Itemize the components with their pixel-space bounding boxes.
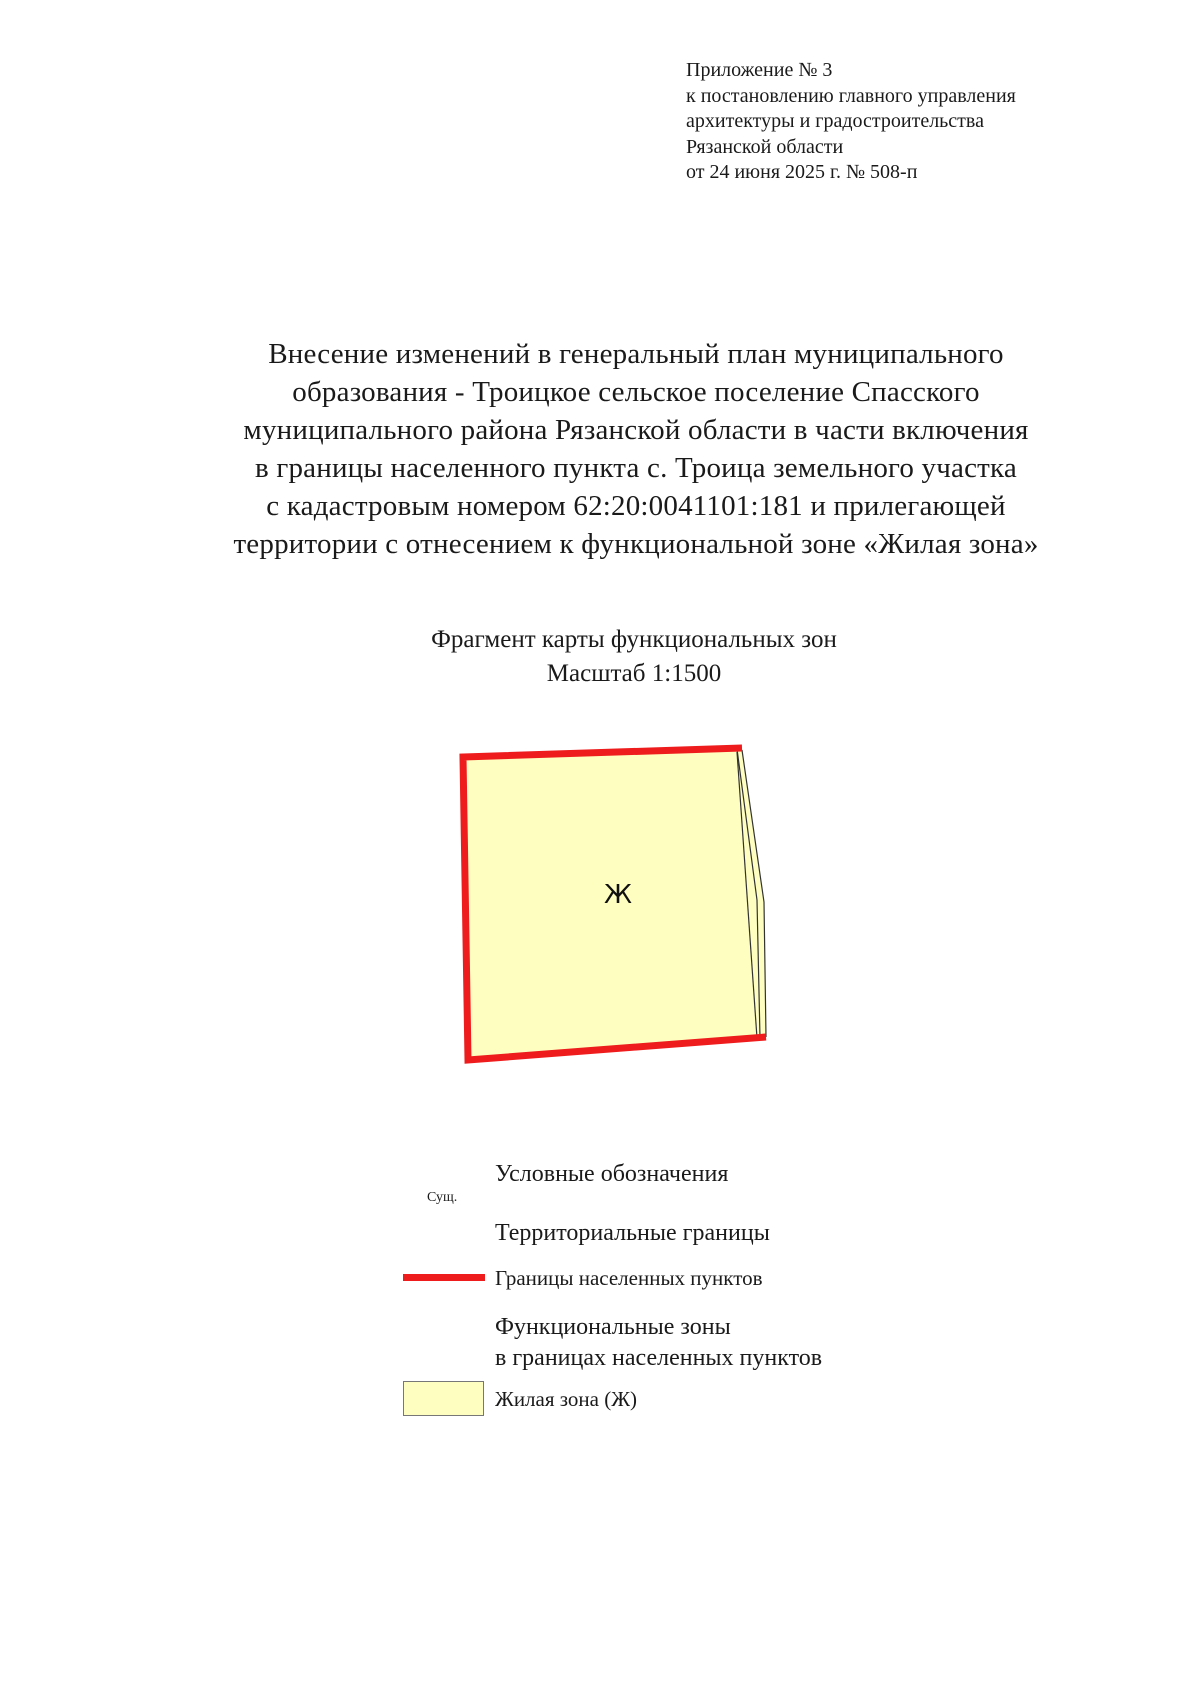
legend-territorial-heading: Территориальные границы (495, 1220, 770, 1246)
title-line: образования - Троицкое сельское поселение Спасского (292, 376, 980, 408)
title-line: Внесение изменений в генеральный план муниципального (268, 338, 1004, 370)
appendix-line: от 24 июня 2025 г. № 508-п (686, 161, 918, 183)
title-line: территории с отнесением к функциональной зоне «Жилая зона» (233, 528, 1039, 560)
legend-residential-zone: Жилая зона (Ж) (495, 1387, 638, 1411)
title-line: муниципального района Рязанской области в части включения (243, 414, 1029, 446)
title-line: с кадастровым номером 62:20:0041101:181 и прилегающей (266, 490, 1006, 522)
legend-functional-heading: Функциональные зоны (495, 1314, 731, 1340)
appendix-line: к постановлению главного управления (686, 84, 1016, 107)
legend-functional-heading-sub: в границах населенных пунктов (495, 1345, 823, 1371)
map-title-line: Фрагмент карты функциональных зон (431, 626, 837, 653)
residential-zone-swatch (403, 1381, 484, 1416)
appendix-line: архитектуры и градостроительства (686, 110, 984, 132)
settlement-boundary-swatch (403, 1274, 485, 1281)
appendix-line: Приложение № 3 (686, 59, 833, 81)
legend-heading: Условные обозначения (495, 1161, 729, 1187)
map-scale: Масштаб 1:1500 (546, 660, 722, 687)
legend-note: Сущ. (427, 1190, 458, 1205)
legend-settlement-boundaries: Границы населенных пунктов (495, 1266, 763, 1290)
zone-label: Ж (604, 880, 633, 910)
appendix-line: Рязанской области (686, 135, 844, 158)
title-line: в границы населенного пункта с. Троица земельного участка (255, 452, 1017, 484)
